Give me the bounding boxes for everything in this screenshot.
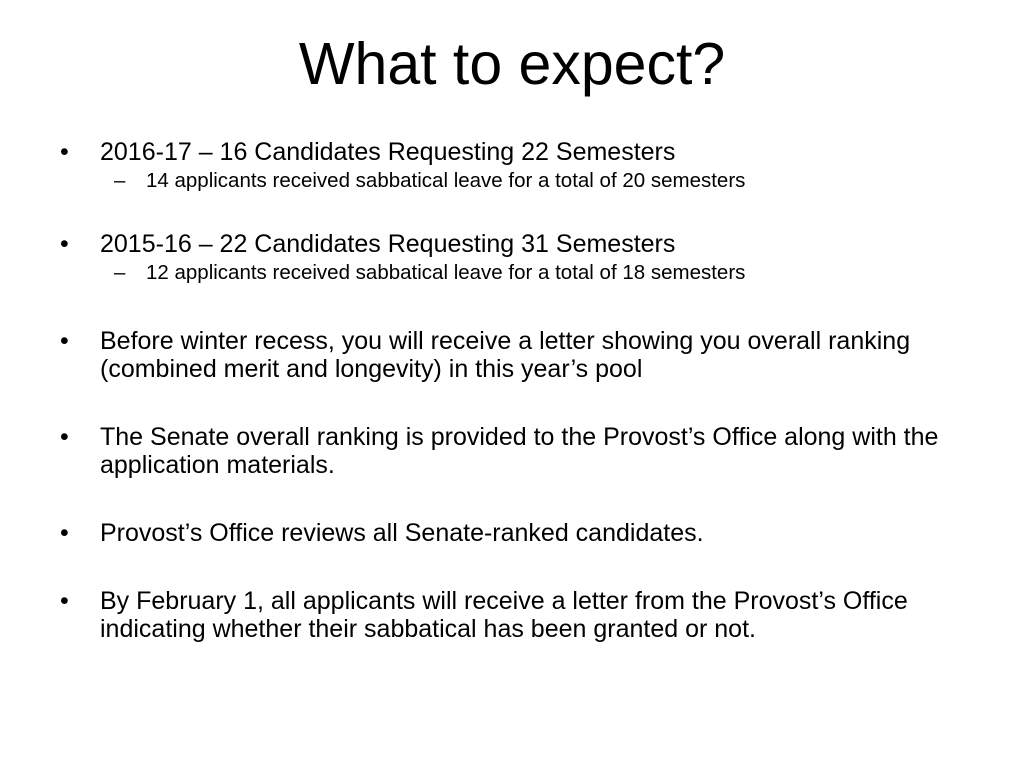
bullet-marker: •: [60, 138, 69, 166]
bullet-list: [60, 138, 960, 643]
bullet-item: [60, 327, 960, 383]
bullet-item: [60, 519, 960, 547]
sub-bullet-text: 14 applicants received sabbatical leave for a total of 20 semesters: [146, 169, 746, 192]
bullet-text: The Senate overall ranking is provided to the Provost’s Office along with the application materials.: [100, 423, 939, 479]
bullet-item: [60, 230, 960, 286]
slide-title: What to expect?: [298, 31, 726, 97]
bullet-item: [60, 587, 960, 643]
bullet-marker: •: [60, 230, 69, 258]
bullet-text: Provost’s Office reviews all Senate-ranked candidates.: [100, 519, 704, 547]
bullet-marker: •: [60, 587, 69, 615]
sub-bullet-list: [100, 168, 960, 194]
bullet-marker: •: [60, 519, 69, 547]
sub-bullet-list: [100, 260, 960, 286]
sub-bullet-marker: –: [114, 261, 126, 284]
bullet-text: 2015-16 – 22 Candidates Requesting 31 Semesters: [100, 230, 676, 258]
bullet-text: By February 1, all applicants will receive a letter from the Provost’s Office indicating whether their sabbatical has been granted or not.: [100, 587, 908, 643]
sub-bullet-item: [100, 168, 960, 194]
bullet-item: [60, 423, 960, 479]
bullet-text: 2016-17 – 16 Candidates Requesting 22 Semesters: [100, 138, 676, 166]
bullet-marker: •: [60, 327, 69, 355]
sub-bullet-item: [100, 260, 960, 286]
bullet-text: Before winter recess, you will receive a letter showing you overall ranking (combined merit and longevity) in this year’s pool: [100, 327, 911, 383]
sub-bullet-text: 12 applicants received sabbatical leave for a total of 18 semesters: [146, 261, 746, 284]
sub-bullet-marker: –: [114, 169, 126, 192]
bullet-item: [60, 138, 960, 194]
bullet-marker: •: [60, 423, 69, 451]
